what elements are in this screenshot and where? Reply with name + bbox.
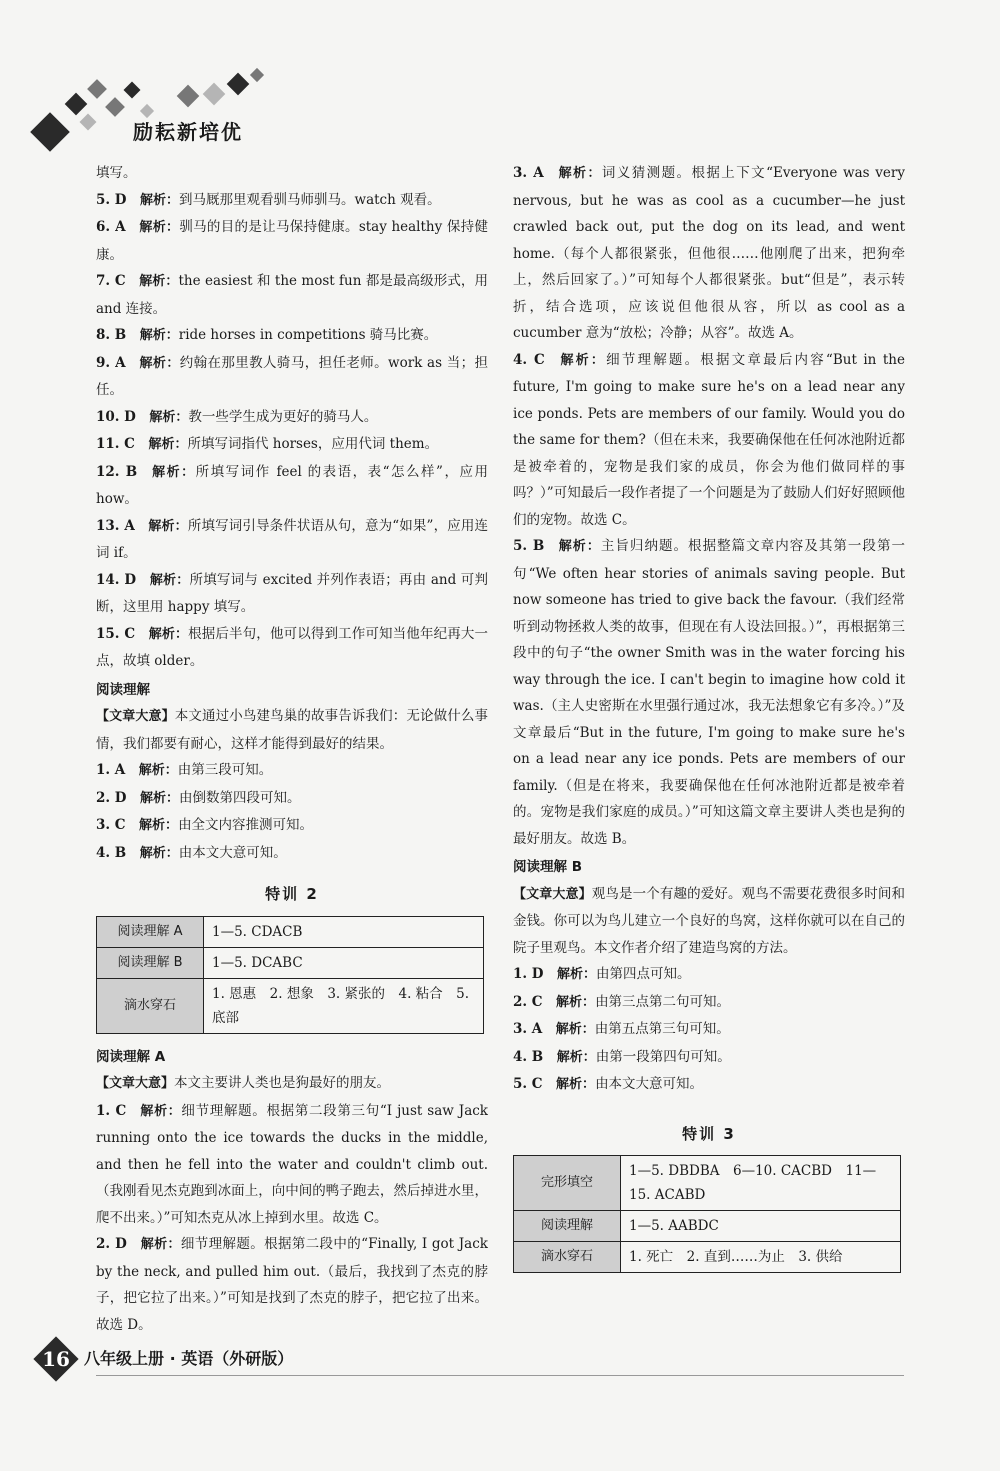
answer-text: 根据后半句，他可以得到工作可知当他年纪再大一点，故填 older。 [96,625,488,669]
summary-label: 【文章大意】 [513,886,592,902]
reading-b-summary [513,881,905,962]
analysis-label: 解析： [150,464,196,480]
answer-number: 3. A [513,165,544,181]
answer-number: 10. D [96,408,136,425]
analysis-label: 解析： [149,572,190,588]
table-row [97,916,484,947]
answer-text: 细节理解题。根据第二段第三句“I just saw Jack running onto the ice towards the ducks in the middle, and then he fell into the water and couldn't climb out.（我刚看见杰克跑到冰面上，向中间的鸭子跑去，然后掉进水里，爬不出来。）”可知杰克从冰上掉到水里。故选 C。 [96,1102,488,1226]
page-number-badge [32,1335,80,1383]
answer-item [96,757,488,785]
answer-item [513,1016,905,1044]
answer-number: 3. C [96,817,126,833]
summary-text: 本文主要讲人类也是狗最好的朋友。 [174,1075,391,1091]
answer-number: 2. C [513,993,543,1010]
answer-item [96,459,488,513]
answer-number: 5. D [96,191,127,208]
summary-text: 观鸟是一个有趣的爱好。观鸟不需要花费很多时间和金钱。你可以为鸟儿建立一个良好的鸟窝，这样你就可以在自己的院子里观鸟。本文作者介绍了建造鸟窝的方法。 [513,885,905,956]
answer-number: 12. B [96,463,138,480]
analysis-label: 解析： [139,328,179,343]
header-title: 励耘新培优 [133,120,243,144]
answer-number: 2. D [96,1236,127,1252]
analysis-label: 解析： [556,994,596,1010]
answer-item [96,268,488,322]
answer-number: 6. A [96,219,126,235]
table-value: 1—5. DCABC [204,947,484,978]
table-key: 阅读理解 [514,1211,621,1242]
table-value: 1. 死亡 2. 直到……为止 3. 供给 [621,1242,901,1273]
answer-number: 3. A [513,1021,543,1037]
footer-divider [96,1375,904,1376]
answer-item [513,989,905,1017]
answer-item [513,533,905,852]
answer-text: 由本文大意可知。 [178,844,287,861]
answer-number: 11. C [96,436,135,452]
analysis-label: 解析： [148,626,189,642]
analysis-label: 解析： [556,1049,596,1065]
answer-number: 7. C [96,273,126,289]
answer-number: 2. D [96,789,127,806]
analysis-label: 解析： [140,1237,181,1252]
answer-number: 5. B [513,538,545,554]
answer-number: 5. C [513,1076,543,1092]
table-row [97,947,484,978]
answer-text: 由全文内容推测可知。 [178,817,314,833]
answer-text: 教一些学生成为更好的骑马人。 [188,408,378,425]
table-value: 1—5. DBDBA 6—10. CACBD 11—15. ACABD [621,1156,901,1211]
answer-text: 由第三点第二句可知。 [595,993,731,1010]
table-key: 阅读理解 A [97,916,204,947]
answer-number: 4. C [513,351,545,368]
reading-summary [96,703,488,757]
answer-number: 9. A [96,354,126,371]
analysis-label: 解析： [140,192,180,208]
section-title-2: 特训 2 [265,885,319,903]
answer-item [513,961,905,989]
analysis-label: 解析： [555,1022,595,1037]
analysis-label: 解析： [149,409,189,425]
table-value: 1—5. AABDC [621,1211,901,1242]
analysis-label: 解析： [139,220,180,235]
answer-text: 填写。 [96,165,137,181]
table-key: 滴水穿石 [97,978,204,1033]
answer-item [513,347,905,534]
table-row [97,978,484,1033]
analysis-label: 解析： [140,790,180,806]
analysis-label: 解析： [139,355,180,371]
table-key: 完形填空 [514,1156,621,1211]
analysis-label: 解析： [558,352,607,368]
table-row [514,1211,901,1242]
answer-text: 由第一段第四句可知。 [595,1048,731,1065]
answer-text: 约翰在那里教人骑马，担任老师。work as 当；担任。 [96,354,488,398]
answer-number: 15. C [96,625,136,642]
answer-text: 主旨归纳题。根据整篇文章内容及其第一段第一句“We often hear stories of animals saving people. But now someone has tried to give back the favour.（我们经常听到动物拯救人类的故事，但现在有人设法回报。）”，再根据第三段中的句子“the owner Smith was in the water forcing his way through the ice. I can't begin to imagine how cold it was.（主人史密斯在水里强行通过冰，我无法想象它有多冷。）”及文章最后“But in the future, I'm going to make sure he's on a lead near any ice ponds. Pets are members of our family.（但是在将来，我要确保他在任何冰池附近都是被牵着的。宠物是我们家庭的成员。）”可知这篇文章主要讲人类也是狗的最好朋友。故选 B。 [513,538,905,847]
answer-table-3 [513,1155,901,1273]
table-row [514,1156,901,1211]
table-value: 1. 恩惠 2. 想象 3. 紧张的 4. 粘合 5. 底部 [204,978,484,1033]
answer-item [96,187,488,215]
analysis-label: 解析： [139,818,179,833]
answer-item [96,214,488,268]
analysis-label: 解析： [139,274,179,289]
answer-number: 8. B [96,327,127,343]
answer-text: 由第四点可知。 [596,966,691,982]
reading-b-heading: 阅读理解 B [513,859,582,875]
left-column [96,160,488,1338]
answer-text: 词义猜测题。根据上下文“Everyone was very nervous, but he was as cool as a cucumber—he just crawled back out, put the dog on its lead, and went home.（每个人都很紧张，但他很……他刚爬了出来，把狗牵上，然后回家了。）”可知每个人都很紧张。but“但是”，表示转折，结合选项，应该说但他很从容，所以 as cool as a cucumber 意为“放松；冷静；从容”。故选 A。 [513,165,905,341]
answer-item [96,621,488,675]
answer-text: the easiest 和 the most fun 都是最高级形式，用 and 连接。 [96,273,488,317]
answer-item [96,785,488,813]
table-key: 阅读理解 B [97,947,204,978]
analysis-label: 解析： [557,967,597,982]
answer-item [96,350,488,404]
answer-number: 13. A [96,517,135,534]
answer-text: 到马厩那里观看驯马师驯马。watch 观看。 [179,191,441,208]
answer-number: 1. A [96,762,126,778]
right-column [513,160,905,1283]
answer-item [96,404,488,432]
answer-text: 所填写词与 excited 并列作表语；再由 and 可判断，这里用 happy 填写。 [96,571,488,615]
answer-number: 4. B [96,844,127,861]
answer-number: 1. D [513,966,544,982]
answer-text: 细节理解题。根据文章最后内容“But in the future, I'm going to make sure he's on a lead near any ice ponds. Pets are members of our family. Would you do the same for them?（但在未来，我要确保他在任何冰池附近都是被牵着的，宠物是我们家的成员，你会为他们做同样的事吗？）”可知最后一段作者提了一个问题是为了鼓励人们好好照顾他们的宠物。故选 C。 [513,351,905,528]
answer-number: 1. C [96,1102,127,1119]
analysis-label: 解析： [148,518,188,534]
table-value: 1—5. CDACB [204,916,484,947]
answer-text: 由本文大意可知。 [595,1076,704,1092]
summary-text: 本文通过小鸟建鸟巢的故事告诉我们：无论做什么事情，我们都要有耐心，这样才能得到最好的结果。 [96,708,488,752]
answer-item [513,160,905,347]
answer-item [96,812,488,840]
answer-text: 由第三段可知。 [177,762,273,778]
answer-item [513,1044,905,1072]
analysis-label: 解析： [148,437,188,452]
answer-text: 所填写词作 feel 的表语，表“怎么样”，应用 how。 [96,463,488,507]
answer-item [96,322,488,350]
answer-table-2 [96,916,484,1034]
answer-number: 4. B [513,1048,544,1065]
reading-a-heading: 阅读理解 A [96,1048,166,1065]
answer-item [96,431,488,459]
answer-item [96,513,488,567]
answer-item [96,1098,488,1232]
answer-item [96,160,488,187]
answer-text: 所填写词引导条件状语从句，意为“如果”，应用连词 if。 [96,517,488,561]
answer-item [96,1231,488,1338]
analysis-label: 解析： [139,1103,182,1119]
analysis-label: 解析： [138,763,178,778]
answer-number: 14. D [96,571,137,588]
answer-item [96,567,488,621]
analysis-label: 解析： [556,1077,596,1092]
summary-label: 【文章大意】 [96,1076,175,1091]
answer-text: 驯马的目的是让马保持健康。stay healthy 保持健康。 [96,219,488,263]
answer-text: ride horses in competitions 骑马比赛。 [178,327,438,343]
summary-label: 【文章大意】 [96,709,175,724]
analysis-label: 解析： [557,539,601,554]
answer-text: 由第五点第三句可知。 [594,1021,730,1037]
table-row [514,1242,901,1273]
reading-a-summary [96,1070,488,1098]
answer-text: 细节理解题。根据第二段中的“Finally, I got Jack by the neck, and pulled him out.（最后，我找到了杰克的脖子，把它拉了出来。）”可知是找到了杰克的脖子，把它拉了出来。故选 D。 [96,1236,488,1333]
table-key: 滴水穿石 [514,1242,621,1273]
answer-text: 由倒数第四段可知。 [179,789,301,806]
section-title-3: 特训 3 [682,1124,736,1143]
answer-item [513,1071,905,1099]
answer-item [96,840,488,868]
footer-book-title: 八年级上册 · 英语（外研版） [84,1349,294,1368]
reading-heading: 阅读理解 [96,681,150,698]
answer-text: 所填写词指代 horses，应用代词 them。 [187,436,439,452]
analysis-label: 解析： [557,166,602,181]
analysis-label: 解析： [139,845,179,861]
page-number: 16 [42,1347,70,1371]
